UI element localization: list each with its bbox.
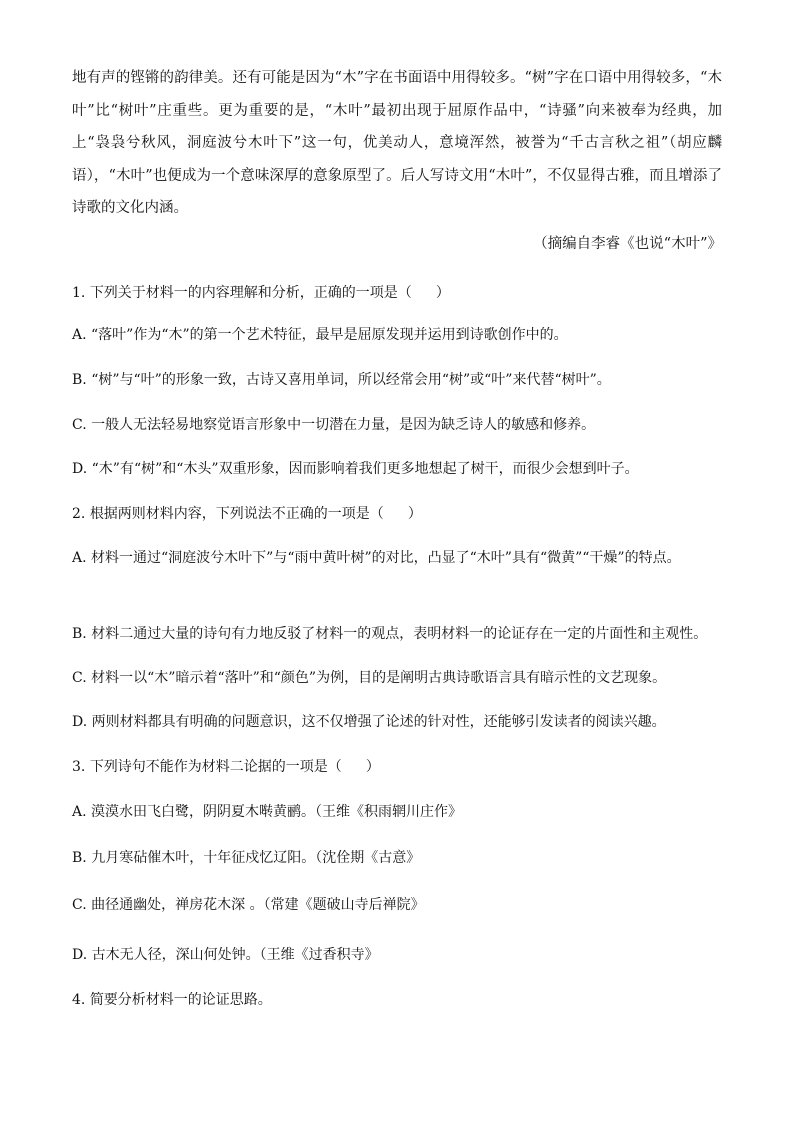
question-3-option-c xyxy=(72,893,425,917)
option-label: D. xyxy=(72,461,88,477)
question-number: 4. xyxy=(72,992,86,1008)
material-excerpt: 地有声的铿锵的韵律美。还有可能是因为“木”字在书面语中用得较多。“树”字在口语中用得较多，“木叶”比“树叶”庄重些。更为重要的是，“木叶”最初出现于屈原作品中，“诗骚”向来被奉为经典，加上“袅袅兮秋风，洞庭波兮木叶下”这一句，优美动人，意境浑然，被誉为“千古言秋之祖”（胡应麟语），“木叶”也便成为一个意味深厚的意象原型了。后人写诗文用“木叶”，不仅显得古雅，而且增添了诗歌的文化内涵。 xyxy=(72,70,722,216)
question-4-stem xyxy=(72,988,272,1012)
question-3-option-b xyxy=(72,846,420,870)
option-text: 材料一通过“洞庭波兮木叶下”与“雨中黄叶树”的对比，凸显了“木叶”具有“微黄”“干燥”的特点。 xyxy=(91,550,681,566)
question-2-option-a xyxy=(72,542,722,574)
option-text: 九月寒砧催木叶，十年征戍忆辽阳。（沈佺期《古意》 xyxy=(91,850,421,866)
option-label: D. xyxy=(72,947,88,963)
option-text: 一般人无法轻易地察觉语言形象中一切潜在力量，是因为缺乏诗人的敏感和修养。 xyxy=(91,417,596,433)
question-2-option-d xyxy=(72,710,666,734)
option-label: C. xyxy=(72,670,87,686)
question-bracket-close: ） xyxy=(407,506,422,522)
option-label: D. xyxy=(72,714,88,730)
question-text: 下列诗句不能作为材料二论据的一项是（ xyxy=(89,759,342,775)
option-text: “木”有“树”和“木头”双重形象，因而影响着我们更多地想起了树干，而很少会想到叶子。 xyxy=(91,461,639,477)
question-1-option-d xyxy=(72,457,639,481)
question-2-stem xyxy=(72,502,422,526)
question-3-stem xyxy=(72,755,380,779)
option-text: 古木无人径，深山何处钟。（王维《过香积寺》 xyxy=(91,947,379,963)
option-text: 曲径通幽处，禅房花木深 。（常建《题破山寺后禅院》 xyxy=(91,897,425,913)
question-number: 3. xyxy=(72,759,86,775)
option-label: C. xyxy=(72,897,87,913)
question-1-option-a xyxy=(72,323,568,347)
option-label: C. xyxy=(72,417,87,433)
option-label: B. xyxy=(72,372,87,388)
option-label: A. xyxy=(72,804,87,820)
option-label: A. xyxy=(72,550,87,566)
option-text: “落叶”作为“木”的第一个艺术特征，最早是屈原发现并运用到诗歌创作中的。 xyxy=(91,327,568,343)
option-text: 材料一以“木”暗示着“落叶”和“颜色”为例，目的是阐明古典诗歌语言具有暗示性的文艺现象。 xyxy=(91,670,667,686)
question-bracket-close: ） xyxy=(365,759,380,775)
option-text: 两则材料都具有明确的问题意识，这不仅增强了论述的针对性，还能够引发读者的阅读兴趣。 xyxy=(91,714,666,730)
option-text: “树”与“叶”的形象一致，古诗又喜用单词，所以经常会用“树”或“叶”来代替“树叶”。 xyxy=(91,372,611,388)
option-text: 材料二通过大量的诗句有力地反驳了材料一的观点，表明材料一的论证存在一定的片面性和主观性。 xyxy=(91,626,708,642)
question-1-stem xyxy=(72,281,450,305)
option-text: 漠漠水田飞白鹭，阴阴夏木啭黄鹂。（王维《积雨辋川庄作》 xyxy=(91,804,463,820)
question-bracket-close: ） xyxy=(435,285,450,301)
option-label: B. xyxy=(72,850,87,866)
question-text: 下列关于材料一的内容理解和分析，正确的一项是（ xyxy=(89,285,412,301)
question-1-option-c xyxy=(72,413,595,437)
question-text: 根据两则材料内容，下列说法不正确的一项是（ xyxy=(89,506,384,522)
question-text: 简要分析材料一的论证思路。 xyxy=(89,992,272,1008)
question-1-option-b xyxy=(72,368,611,392)
question-number: 1. xyxy=(72,285,86,301)
question-3-option-a xyxy=(72,800,462,824)
source-citation: （摘编自李睿《也说“木叶”》 xyxy=(533,236,722,252)
option-label: A. xyxy=(72,327,87,343)
question-2-option-b xyxy=(72,622,707,646)
question-2-option-c xyxy=(72,666,666,690)
option-label: B. xyxy=(72,626,87,642)
question-3-option-d xyxy=(72,943,379,967)
question-number: 2. xyxy=(72,506,86,522)
